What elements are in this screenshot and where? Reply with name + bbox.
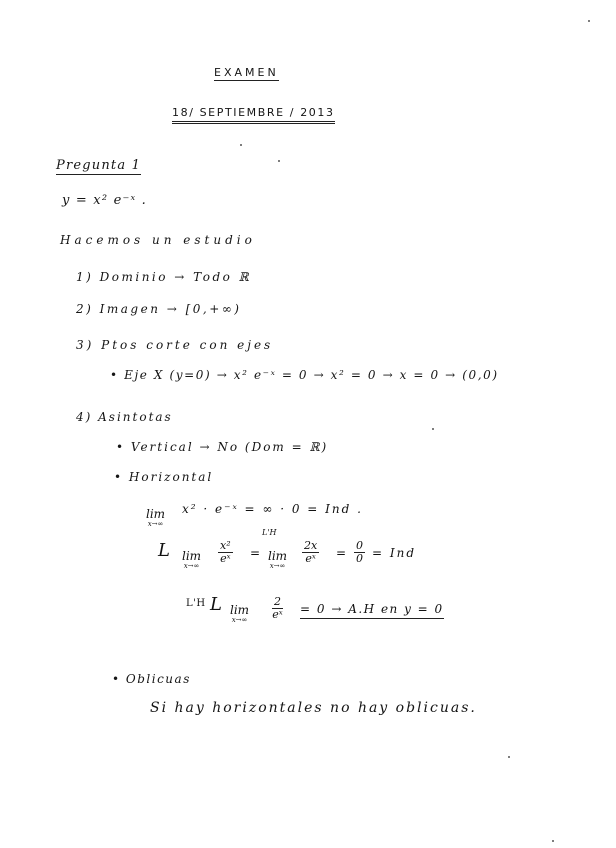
fraction-2-over-ex — [272, 596, 283, 621]
scan-speck — [552, 840, 554, 842]
exam-title: EXAMEN — [214, 66, 279, 79]
limit-2-word: lim — [182, 549, 202, 563]
step-oblique: • Oblicuas — [112, 672, 191, 686]
limit-2b — [268, 550, 287, 570]
fraction-num: 0 — [356, 539, 363, 552]
step-axis-x: • Eje X (y=0) → x² e⁻ˣ = 0 → x² = 0 → x = 0 → (0,0) — [110, 368, 499, 382]
step-asymptotes: 4) Asintotas — [76, 410, 173, 424]
step-vertical: • Vertical → No (Dom = ℝ) — [116, 440, 329, 454]
step-horizontal: • Horizontal — [114, 470, 214, 484]
limit-2-result: = Ind — [372, 546, 417, 560]
question-heading: Pregunta 1 — [56, 158, 142, 173]
fraction-num: 2x — [304, 539, 318, 552]
scan-speck — [508, 756, 510, 758]
exam-date: 18/ SEPTIEMBRE / 2013 — [172, 106, 335, 124]
limit-2b-word: lim — [268, 549, 288, 563]
step-image: 2) Imagen → [0,+∞) — [76, 302, 242, 316]
fraction-x2-over-ex — [218, 540, 233, 565]
limit-2-sub: x→∞ — [183, 562, 200, 570]
fraction-0-over-0 — [354, 540, 365, 565]
lhopital-mark: L'H — [262, 528, 277, 537]
fraction-2x-over-ex — [302, 540, 319, 565]
step-domain: 1) Dominio → Todo ℝ — [76, 270, 252, 284]
study-intro: Hacemos un estudio — [60, 233, 256, 247]
limit-1 — [146, 508, 165, 528]
scan-speck — [432, 428, 434, 430]
fraction-den: 0 — [356, 552, 363, 565]
limit-2b-sub: x→∞ — [269, 562, 286, 570]
limit-2-equals-2: = — [336, 546, 347, 560]
limit-2-lead: L — [158, 540, 171, 561]
lhopital-mark-2: L'H — [186, 598, 206, 609]
scan-speck — [278, 160, 280, 162]
limit-3-result: = 0 → A.H en y = 0 — [300, 602, 444, 619]
fraction-den: eˣ — [220, 552, 231, 565]
step-axis-cuts: 3) Ptos corte con ejes — [76, 338, 274, 352]
limit-3 — [230, 604, 249, 624]
scan-speck — [588, 20, 590, 22]
limit-3-word: lim — [230, 603, 250, 617]
limit-3-sub: x→∞ — [231, 616, 248, 624]
limit-1-sub: x→∞ — [147, 520, 164, 528]
fraction-num: x² — [220, 539, 231, 552]
limit-2 — [182, 550, 201, 570]
limit-1-word: lim — [146, 507, 166, 521]
scan-speck — [240, 144, 242, 146]
limit-2-equals: = — [250, 546, 261, 560]
fraction-num: 2 — [274, 595, 281, 608]
limit-3-lead: L — [210, 594, 223, 615]
function-definition: y = x² e⁻ˣ . — [62, 193, 148, 208]
fraction-den: eˣ — [305, 552, 316, 565]
oblique-note: Si hay horizontales no hay oblicuas. — [150, 700, 477, 716]
fraction-den: eˣ — [272, 608, 283, 621]
limit-1-expression: x² · e⁻ˣ = ∞ · 0 = Ind . — [182, 502, 363, 516]
